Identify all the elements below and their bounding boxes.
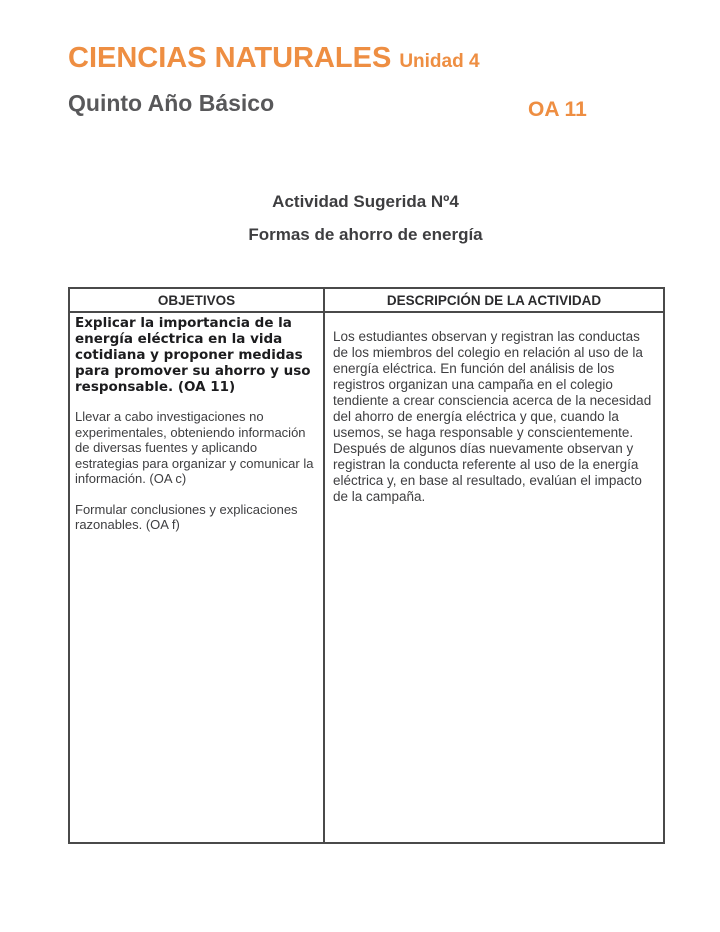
document-header <box>68 42 480 75</box>
description-cell <box>324 312 664 843</box>
table-body-row <box>69 312 664 843</box>
activity-table <box>68 287 665 844</box>
activity-title: Actividad Sugerida Nº4 <box>272 192 459 211</box>
column-header-objetivos: OBJETIVOS <box>69 288 324 312</box>
description-text: Los estudiantes observan y registran las conductas de los miembros del colegio en relación al uso de la energía eléctrica. En función del análisis de los registros organizan una campaña en el colegio tendiente a crear consciencia acerca de la necesidad del ahorro de energía eléctrica y que, cuando la usemos, se haga responsable y conscientemente. Después de algunos días nuevamente observan y registran la conducta referente al uso de la energía eléctrica y, en base al resultado, evalúan el impacto de la campaña. <box>333 329 652 504</box>
grade-title: Quinto Año Básico <box>68 90 275 116</box>
topic-title: Formas de ahorro de energía <box>248 225 483 244</box>
unit-label: Unidad 4 <box>399 51 480 72</box>
objective-skill-oaf: Formular conclusiones y explicaciones razonables. (OA f) <box>75 501 298 532</box>
objectives-cell <box>69 312 324 843</box>
objective-main: Explicar la importancia de la energía eléctrica en la vida cotidiana y proponer medidas para promover su ahorro y uso responsable. (OA 11) <box>75 315 311 395</box>
course-title: CIENCIAS NATURALES <box>68 42 392 74</box>
oa-code: OA 11 <box>528 98 587 121</box>
table-header-row <box>69 288 664 312</box>
objective-skill-oac: Llevar a cabo investigaciones no experimentales, obteniendo información de diversas fuentes y aplicando estrategias para organizar y comunicar la información. (OA c) <box>75 409 314 486</box>
column-header-descripcion: DESCRIPCIÓN DE LA ACTIVIDAD <box>324 288 664 312</box>
